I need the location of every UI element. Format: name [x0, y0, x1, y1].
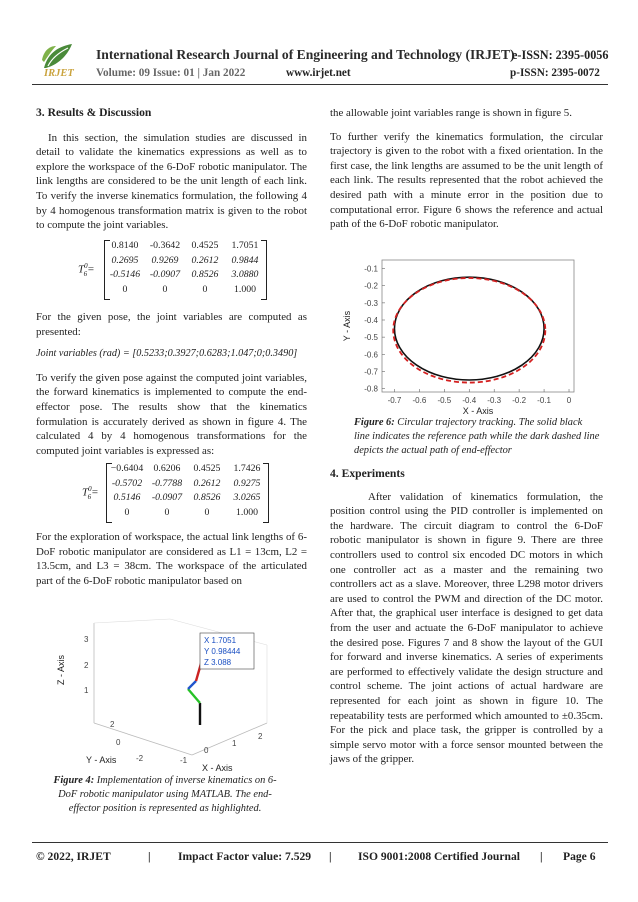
matrix-cell: 1.000	[233, 283, 257, 295]
matrix-cell: 0.6206	[153, 463, 181, 474]
x-tick-label: -0.5	[437, 396, 452, 405]
y-tick: 0	[116, 738, 121, 747]
footer-rule	[32, 842, 608, 843]
figure-6-label: Figure 6:	[354, 417, 395, 428]
matrix-cell: 3.0880	[231, 269, 259, 280]
paragraph: For the exploration of workspace, the actual link lengths of 6-DoF robotic manipulator are considered as L1 = 13cm, L2 = 13.5cm, and L3 = 38cm. The workspace of the articulated part of the 6-DoF robotic manipulator based on	[36, 531, 307, 587]
matrix-cell: -0.7788	[151, 477, 183, 489]
matrix-superscript: 0	[84, 262, 88, 270]
right-column-top	[330, 106, 603, 232]
matrix-label	[78, 262, 95, 278]
z-tick: 2	[84, 661, 89, 670]
matrix-row	[106, 507, 267, 522]
matrix-cell: 0	[204, 506, 210, 518]
paragraph: the allowable joint variables range is shown in figure 5.	[330, 107, 572, 119]
matrix-row	[106, 478, 267, 493]
matrix-row	[106, 463, 267, 478]
paragraph: To further verify the kinematics formulation, the circular trajectory is given to the robot with a fixed orientation. In the first case, the link lengths are assumed to be the unit length of each link. The results represented that the robot achieved the desired path with a minute error in the position due to computational error. Figure 6 shows the reference and actual path of the 6-DoF robotic manipulator.	[330, 130, 603, 231]
x-tick: -1	[180, 756, 188, 765]
x-tick-label: -0.4	[462, 396, 477, 405]
matrix-cell: -0.5146	[109, 269, 141, 280]
figure-4-plot	[52, 615, 280, 775]
matrix-cell: 0.8140	[111, 240, 139, 251]
matrix-2	[106, 463, 267, 521]
matrix-cell: -0.5702	[111, 477, 143, 489]
matrix-row	[106, 492, 267, 507]
logo-text: IRJET	[44, 68, 74, 79]
matrix-cell: 0	[124, 506, 130, 518]
x-axis-label: X - Axis	[462, 406, 494, 416]
robot-link-2	[188, 681, 196, 689]
left-column	[36, 106, 307, 233]
left-column-mid	[36, 310, 307, 458]
matrix-cell: 0.8526	[191, 269, 219, 280]
eissn: e-ISSN: 2395-0056	[512, 48, 609, 62]
matrix-cell: 0.8526	[193, 492, 221, 503]
section-title-results: 3. Results & Discussion	[36, 106, 152, 119]
matrix-cell: -0.3642	[149, 240, 181, 251]
joint-variables: Joint variables (rad) = [0.5233;0.3927;0.6283;1.047;0;0.3490]	[36, 348, 298, 360]
footer-impact: Impact Factor value: 7.529	[178, 850, 312, 863]
matrix-cell: 0.4525	[193, 463, 221, 474]
matrix-cell: -0.0907	[151, 492, 183, 503]
matrix-cell: 0.2612	[193, 477, 221, 489]
robot-link-1	[188, 689, 200, 703]
y-axis-label: Y - Axis	[342, 310, 352, 342]
y-tick-label: -0.3	[364, 298, 378, 308]
y-tick-label: -0.5	[364, 333, 378, 343]
matrix-cell: −0.6404	[110, 463, 144, 474]
matrix-cell: 0.5146	[113, 492, 141, 503]
y-tick: 2	[110, 720, 115, 729]
matrix-cell: 0	[162, 283, 168, 295]
matrix-symbol: T	[78, 263, 85, 276]
y-tick-label: -0.1	[364, 264, 378, 274]
x-tick-label: -0.6	[412, 396, 427, 405]
matrix-row	[104, 269, 265, 284]
matrix-cell: 0	[202, 283, 208, 295]
journal-title: International Research Journal of Engineering and Technology (IRJET)	[96, 47, 515, 62]
x-axis-label: X - Axis	[202, 763, 233, 773]
footer-separator: |	[540, 850, 543, 863]
matrix-row	[104, 240, 265, 255]
matrix-superscript: 0	[88, 485, 92, 493]
y-tick-label: -0.6	[364, 350, 378, 360]
matrix-label	[82, 485, 99, 501]
volume-issue: Volume: 09 Issue: 01 | Jan 2022	[96, 67, 246, 79]
x-tick: 2	[258, 732, 263, 741]
x-tick-label: -0.3	[487, 396, 502, 405]
x-tick: 1	[232, 739, 237, 748]
y-tick-label: -0.2	[364, 281, 378, 291]
figure-6-plot	[330, 248, 602, 416]
x-tick-label: -0.7	[387, 396, 402, 405]
footer-copyright: © 2022, IRJET	[36, 850, 111, 863]
paragraph: In this section, the simulation studies are discussed in detail to validate the kinematics expressions as well as to explore the workspace of the 6-DoF robotic manipulator. The link lengths are considered to be the unit length of each link. To verify the inverse kinematics formulation, the following 4 by 4 homogenous transformation matrix is given to the robot to compute the joint variables.	[36, 131, 307, 232]
paragraph: After validation of kinematics formulation, the position control using the PID controller is implemented on the hardware. The circuit diagram to control the 6-DoF robotic manipulator is shown in figure 9. There are three controllers used to control six encoded DC motors in which one controller act as a master and the remaining two controllers act as a slave. Moreover, three L298 motor drivers are used to control the PWM and direction of the DC motor. After that, the graphical user interface is designed to get data from the user and actuate the 6-DoF manipulator to achieve the desired pose. Figures 7 and 8 show the layout of the GUI for forward and inverse kinematics. A series of experiments are performed to effectively validate the design structure and control scheme. The joint actions of actual hardware are represented for each joint as shown in figure 10. The repeatability tests are performed which amounted to ±0.35cm. For the pick and place task, the gripper is controlled by a simple servo motor with a force sensor mounted between the jaws of the gripper.	[330, 490, 603, 766]
figure-4-caption	[48, 774, 282, 816]
matrix-symbol: T	[82, 486, 89, 499]
matrix-cell: 0.9275	[233, 477, 261, 489]
pissn: p-ISSN: 2395-0072	[510, 67, 600, 79]
matrix-row	[104, 284, 265, 299]
x-tick-label: -0.1	[537, 396, 551, 405]
z-axis-label: Z - Axis	[56, 654, 66, 685]
paragraph: For the given pose, the joint variables are computed as presented:	[36, 311, 307, 338]
matrix-cell: 1.7426	[233, 463, 261, 474]
x-tick-label: -0.2	[512, 396, 527, 405]
matrix-cell: 1.7051	[231, 240, 259, 251]
matrix-equals: =	[91, 486, 99, 499]
y-tick-label: -0.8	[364, 384, 378, 394]
tip-z: Z 3.088	[204, 658, 232, 667]
footer-separator: |	[148, 850, 151, 863]
matrix-cell: 0.2612	[191, 254, 219, 266]
figure-4-text: Implementation of inverse kinematics on 6-DoF robotic manipulator using MATLAB. The end-effector position is represented as highlighted.	[58, 775, 277, 814]
left-column-bottom	[36, 530, 307, 588]
x-tick-label: 0	[566, 396, 572, 405]
matrix-row	[104, 255, 265, 270]
matrix-cell: 0	[164, 506, 170, 518]
footer-separator: |	[329, 850, 332, 863]
tip-x: X 1.7051	[204, 636, 237, 645]
y-tick-label: -0.4	[364, 316, 378, 325]
matrix-cell: 0.2695	[111, 254, 139, 266]
y-tick-label: -0.7	[364, 367, 378, 377]
x-tick: 0	[204, 746, 209, 755]
right-column-bottom	[330, 467, 603, 767]
matrix-cell: 1.000	[235, 506, 259, 518]
figure-6-text: Circular trajectory tracking. The solid black line indicates the reference path while the dark dashed line depicts the actual path of end-effector	[354, 417, 600, 456]
website-link[interactable]: www.irjet.net	[286, 67, 351, 79]
figure-4-label: Figure 4:	[53, 775, 95, 786]
header-rule	[32, 84, 608, 85]
matrix-cell: 0	[122, 283, 128, 295]
matrix-subscript: 6	[83, 269, 88, 278]
matrix-cell: 0.9844	[231, 254, 259, 266]
paragraph: To verify the given pose against the computed joint variables, the forward kinematics is implemented to compute the end-effector pose. The results show that the kinematics formulation is accurately derived as shown in figure 4. The calculated 4 by 4 homogenous transformations for the computed joint variables is expressed as:	[36, 371, 307, 457]
matrix-cell: -0.0907	[149, 269, 181, 280]
y-tick: -2	[136, 754, 144, 763]
section-title-experiments: 4. Experiments	[330, 467, 405, 480]
matrix-subscript: 6	[87, 492, 92, 501]
matrix-cell: 0.4525	[191, 240, 219, 251]
y-axis-label: Y - Axis	[86, 755, 117, 765]
figure-6-caption	[354, 416, 600, 458]
matrix-1	[104, 240, 265, 298]
matrix-cell: 3.0265	[233, 492, 261, 503]
tip-y: Y 0.98444	[204, 647, 241, 656]
z-tick: 3	[84, 635, 89, 644]
z-tick: 1	[84, 686, 89, 695]
footer-iso: ISO 9001:2008 Certified Journal	[358, 850, 520, 863]
matrix-equals: =	[87, 263, 95, 276]
matrix-cell: 0.9269	[151, 254, 179, 266]
footer-page-number: Page 6	[563, 850, 596, 863]
